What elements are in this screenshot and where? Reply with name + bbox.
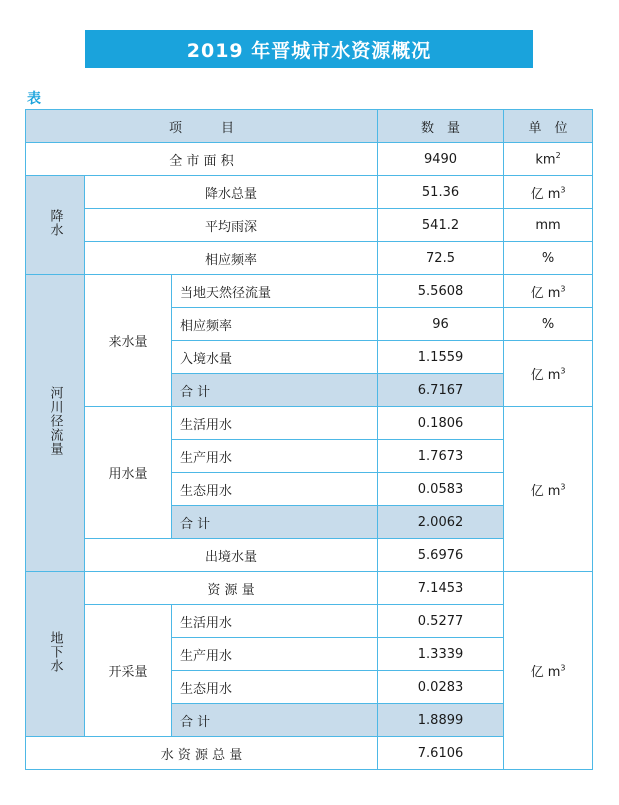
usage-total-label: 合 计 bbox=[172, 506, 378, 539]
rain-row-value: 51.36 bbox=[378, 176, 504, 209]
rain-row-value: 541.2 bbox=[378, 209, 504, 242]
page-title: 2019 年晋城市水资源概况 bbox=[186, 39, 432, 62]
inflow-row-value: 1.1559 bbox=[378, 341, 504, 374]
usage-row-value: 1.7673 bbox=[378, 440, 504, 473]
extract-row-value: 0.0283 bbox=[378, 671, 504, 704]
extract-row-label: 生产用水 bbox=[172, 638, 378, 671]
rain-row-value: 72.5 bbox=[378, 242, 504, 275]
header-unit: 单 位 bbox=[504, 110, 593, 143]
rain-row-unit: 亿 $m^3$ bbox=[504, 176, 593, 209]
header-qty: 数 量 bbox=[378, 110, 504, 143]
rain-row-unit: mm bbox=[504, 209, 593, 242]
inflow-row-unit: 亿 $m^3$ bbox=[504, 275, 593, 308]
ground-merged-unit: 亿 $m^3$ bbox=[504, 572, 593, 770]
usage-row-label: 生活用水 bbox=[172, 407, 378, 440]
usage-row-label: 生产用水 bbox=[172, 440, 378, 473]
extract-label: 开采量 bbox=[85, 605, 172, 737]
inflow-label: 来水量 bbox=[85, 275, 172, 407]
usage-row-label: 生态用水 bbox=[172, 473, 378, 506]
extract-total-value: 1.8899 bbox=[378, 704, 504, 737]
river-group-label: 河川径流量 bbox=[26, 275, 85, 572]
inflow-row-label: 入境水量 bbox=[172, 341, 378, 374]
extract-total-label: 合 计 bbox=[172, 704, 378, 737]
extract-row-label: 生活用水 bbox=[172, 605, 378, 638]
area-label: 全 市 面 积 bbox=[26, 143, 378, 176]
table-header-row bbox=[26, 110, 593, 143]
table-row bbox=[26, 572, 593, 605]
ground-resource-value: 7.1453 bbox=[378, 572, 504, 605]
inflow-total-label: 合 计 bbox=[172, 374, 378, 407]
table-row bbox=[26, 242, 593, 275]
inflow-row-unit: % bbox=[504, 308, 593, 341]
extract-row-label: 生态用水 bbox=[172, 671, 378, 704]
inflow-merged-unit: 亿 $m^3$ bbox=[504, 341, 593, 407]
rain-row-unit: % bbox=[504, 242, 593, 275]
table-row bbox=[26, 209, 593, 242]
rain-row-label: 降水总量 bbox=[85, 176, 378, 209]
inflow-row-value: 5.5608 bbox=[378, 275, 504, 308]
extract-row-value: 0.5277 bbox=[378, 605, 504, 638]
table-row bbox=[26, 275, 593, 308]
rain-row-label: 平均雨深 bbox=[85, 209, 378, 242]
table-row bbox=[26, 176, 593, 209]
outflow-label: 出境水量 bbox=[85, 539, 378, 572]
ground-group-label: 地下水 bbox=[26, 572, 85, 737]
area-unit: $km^2$ bbox=[504, 143, 593, 176]
inflow-row-label: 相应频率 bbox=[172, 308, 378, 341]
table-row bbox=[26, 407, 593, 440]
usage-row-value: 0.0583 bbox=[378, 473, 504, 506]
water-resources-table bbox=[25, 109, 593, 770]
header-item: 项 目 bbox=[26, 110, 378, 143]
total-value: 7.6106 bbox=[378, 737, 504, 770]
inflow-total-value: 6.7167 bbox=[378, 374, 504, 407]
rain-group-label: 降水 bbox=[26, 176, 85, 275]
page-title-banner bbox=[85, 30, 533, 68]
river-merged-unit: 亿 $m^3$ bbox=[504, 407, 593, 572]
usage-row-value: 0.1806 bbox=[378, 407, 504, 440]
total-label: 水 资 源 总 量 bbox=[26, 737, 378, 770]
ground-resource-label: 资 源 量 bbox=[85, 572, 378, 605]
inflow-row-value: 96 bbox=[378, 308, 504, 341]
table-label: 表 bbox=[27, 91, 41, 107]
rain-row-label: 相应频率 bbox=[85, 242, 378, 275]
extract-row-value: 1.3339 bbox=[378, 638, 504, 671]
outflow-value: 5.6976 bbox=[378, 539, 504, 572]
usage-total-value: 2.0062 bbox=[378, 506, 504, 539]
area-value: 9490 bbox=[378, 143, 504, 176]
inflow-row-label: 当地天然径流量 bbox=[172, 275, 378, 308]
usage-label: 用水量 bbox=[85, 407, 172, 539]
table-row-area bbox=[26, 143, 593, 176]
